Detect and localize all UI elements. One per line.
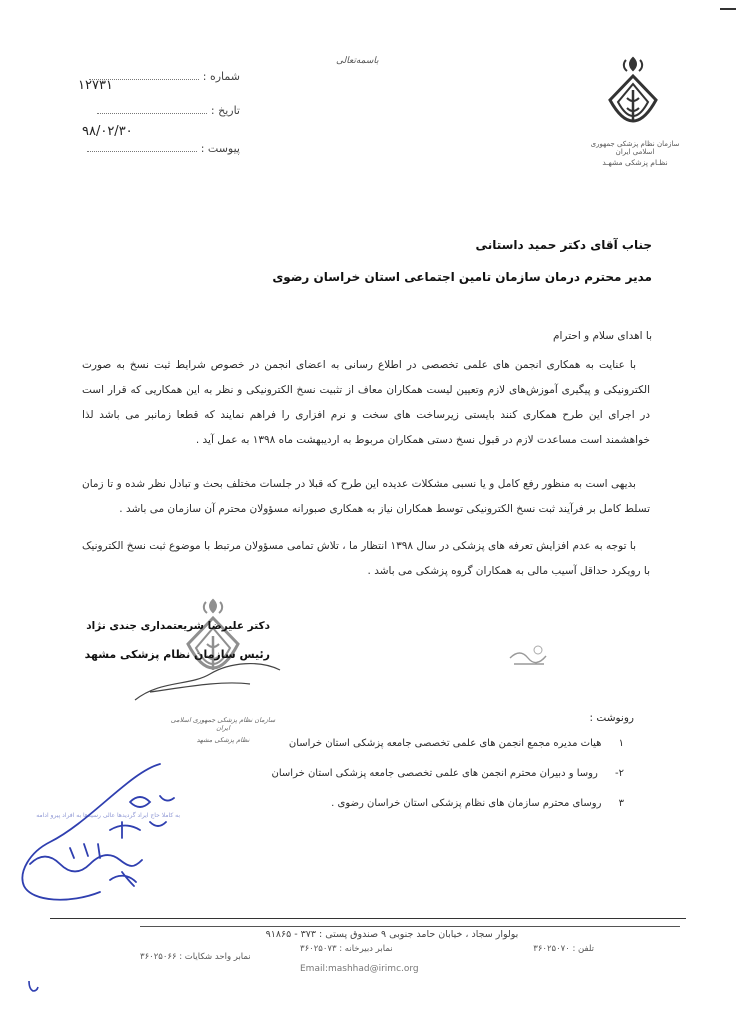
cc-item-3-text: روسای محترم سازمان های نظام پزشکی استان خراسان رضوی . <box>331 798 602 809</box>
cc-label: رونوشت : <box>589 712 634 724</box>
handwritten-note-text: به کاملا حاج ایراد گردیدها عالی رسیدها به افراد پیرو ادامه <box>36 812 180 819</box>
signature-scribble-icon <box>130 650 290 710</box>
cc-item-3-num: ۳ <box>618 798 624 809</box>
recipient-line-2: مدیر محترم درمان سازمان تامین اجتماعی استان خراسان رضوی <box>272 270 652 284</box>
footer-rule <box>50 918 686 919</box>
cc-item-1 <box>289 738 624 749</box>
cc-item-1-num: ۱ <box>618 738 624 749</box>
footer-secretariat-fax: نمابر دبیرخانه : ۳۶۰۲۵۰۷۳ <box>300 944 393 954</box>
number-value: ۱۲۷۳۱ <box>78 78 113 93</box>
stamp-caption-2: نظام پزشکی مشهد <box>196 736 250 744</box>
footer-email: Email:mashhad@irimc.org <box>300 964 419 974</box>
footer-complaints-fax: نمابر واحد شکایات : ۳۶۰۲۵۰۶۶ <box>140 952 251 962</box>
recipient-line-1: جناب آقای دکتر حمید داستانی <box>475 238 652 252</box>
greeting: با اهدای سلام و احترام <box>553 330 652 342</box>
stray-mark <box>26 978 40 992</box>
faded-stamp-icon <box>506 640 554 670</box>
faded-stamp <box>506 640 554 670</box>
stamp-caption-1: سازمان نظام پزشکی جمهوری اسلامی ایران <box>170 716 276 732</box>
handwritten-ink-icon <box>10 752 200 912</box>
cc-item-2 <box>272 768 624 779</box>
date-value: ۹۸/۰۲/۳۰ <box>82 124 133 139</box>
date-row <box>70 104 240 117</box>
cc-item-3 <box>331 798 624 809</box>
paragraph-3: با توجه به عدم افزایش تعرفه های پزشکی در سال ۱۳۹۸ انتظار ما ، تلاش تمامی مسؤولان مرتبط با موضوع ثبت نسخ الکترونیک با رویکرد حداقل آسیب مالی به همکاران گروه پزشکی می باشد . <box>82 540 650 577</box>
paragraph-1: با عنایت به همکاری انجمن های علمی تخصصی در اطلاع رسانی به اعضای انجمن در خصوص شرایط ثبت نسخ به صورت الکترونیکی و پیگیری آموزش‌های لازم وتعیین لیست همکاران معاف از تثبیت نسخ الکترونیکی و نظر به این همکاریی که قرار است در اجرای این طرح همکاری کنند بایستی زیرساخت های سخت و نرم افزاری را فراهم نمایند که قطعا زمانبر می باشد لذا خواهشمند است مساعدت لازم در قبول نسخ دستی همکاران مربوط به اردیبهشت ماه ۱۳۹۸ به عمل آید . <box>82 359 650 446</box>
footer-address: بولوار سجاد ، خیابان حامد جنوبی ۹ صندوق پستی : ۳۷۳ - ۹۱۸۶۵ <box>265 929 519 940</box>
attachment-row <box>70 142 240 155</box>
handwritten-note <box>10 752 200 912</box>
attachment-label: پیوست : <box>200 142 240 155</box>
date-label: تاریخ : <box>210 104 240 117</box>
basmala: باسمه‌تعالی <box>336 56 379 66</box>
corner-mark <box>720 8 736 10</box>
cc-item-1-text: هیات مدیره مجمع انجمن های علمی تخصصی جامعه پزشکی استان خراسان <box>288 738 602 749</box>
ink-dot-icon <box>26 979 40 993</box>
cc-item-2-text: روسا و دبیران محترم انجمن های علمی تخصصی جامعه پزشکی استان خراسان <box>271 768 598 779</box>
cc-item-2-num: ۲- <box>615 768 624 779</box>
handwritten-signature <box>130 650 290 710</box>
org-logo-caption-2: نظـام پزشکی مشهـد <box>602 158 668 167</box>
number-label: شماره : <box>202 70 240 83</box>
signer-name: دکتر علیرضا شریعتمداری جندی نژاد <box>86 620 270 632</box>
org-logo-caption-1: سازمان نظام پزشکی جمهوری اسلامی ایران <box>590 140 680 156</box>
signer-title: رئیس سازمان نظام پزشکی مشهد <box>84 648 270 661</box>
footer-phone: تلفن : ۳۶۰۲۵۰۷۰ <box>533 944 594 954</box>
footer-rule-2 <box>140 926 680 927</box>
paragraph-2: بدیهی است به منظور رفع کامل و یا نسبی مشکلات عدیده این طرح که قبلا در جلسات مختلف بحث و تبادل نظر شده و تا زمان تسلط کامل بر فرآیند ثبت نسخ الکترونیکی توسط همکاران نیاز به همکاری صبورانه مسؤولان محترم آن سازمان می باشد . <box>82 478 650 515</box>
